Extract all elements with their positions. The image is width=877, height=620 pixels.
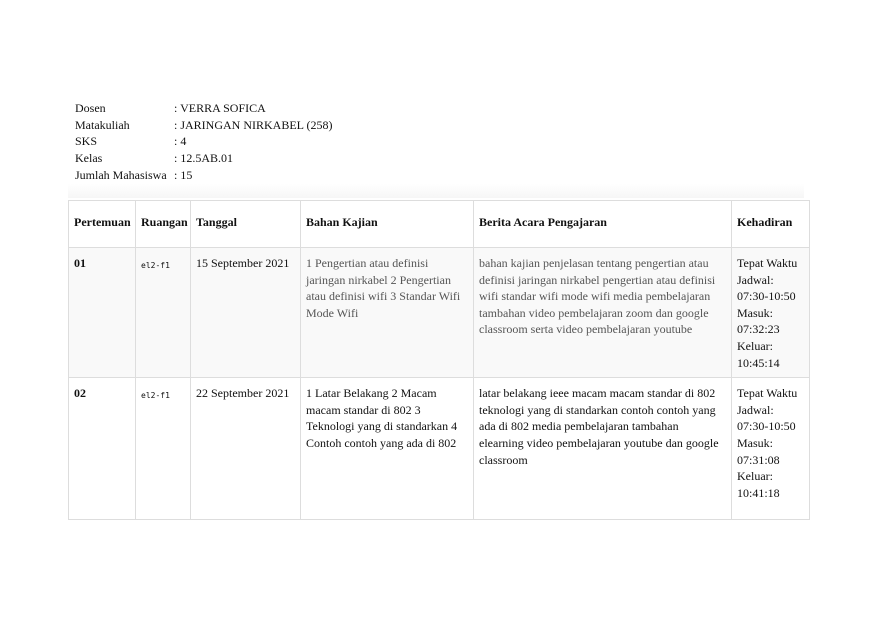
info-value: : 4 bbox=[174, 134, 187, 149]
info-value: : 12.5AB.01 bbox=[174, 151, 234, 166]
info-matakuliah bbox=[75, 117, 333, 134]
info-sks bbox=[75, 133, 333, 150]
info-value: : JARINGAN NIRKABEL (258) bbox=[174, 117, 333, 132]
header-meeting: Pertemuan bbox=[69, 201, 136, 248]
info-label: Matakuliah bbox=[75, 117, 130, 132]
cell-attendance: Tepat Waktu Jadwal: 07:30-10:50 Masuk: 07:31:08 Keluar: 10:41:18 bbox=[732, 378, 810, 520]
cell-material: 1 Pengertian atau definisi jaringan nirkabel 2 Pengertian atau definisi wifi 3 Standar Wifi Mode Wifi bbox=[301, 248, 474, 378]
info-label: Kelas bbox=[75, 151, 103, 166]
cell-room: el2-f1 bbox=[136, 378, 191, 520]
table-row bbox=[69, 378, 810, 520]
cell-meeting: 01 bbox=[69, 248, 136, 378]
cell-meeting: 02 bbox=[69, 378, 136, 520]
header-report: Berita Acara Pengajaran bbox=[474, 201, 732, 248]
table-header-row bbox=[69, 201, 810, 248]
cell-report: latar belakang ieee macam macam standar di 802 teknologi yang di standarkan contoh contoh yang ada di 802 media pembelajaran tambahan elearning video pembelajaran youtube dan google classroom bbox=[474, 378, 732, 520]
info-label: Jumlah Mahasiswa bbox=[75, 167, 167, 182]
cell-date: 15 September 2021 bbox=[191, 248, 301, 378]
cell-report: bahan kajian penjelasan tentang pengertian atau definisi jaringan nirkabel pengertian atau definisi wifi standar wifi mode wifi media pembelajaran tambahan video pembelajaran zoom dan google classroom serta video pembelajaran youtube bbox=[474, 248, 732, 378]
info-value: : VERRA SOFICA bbox=[174, 101, 266, 115]
info-label: SKS bbox=[75, 134, 98, 149]
cell-room: el2-f1 bbox=[136, 248, 191, 378]
attendance-table bbox=[68, 200, 810, 520]
table-row bbox=[69, 248, 810, 378]
info-kelas bbox=[75, 150, 333, 167]
header-room: Ruangan bbox=[136, 201, 191, 248]
header-date: Tanggal bbox=[191, 201, 301, 248]
cell-attendance: Tepat Waktu Jadwal: 07:30-10:50 Masuk: 07:32:23 Keluar: 10:45:14 bbox=[732, 248, 810, 378]
section-divider bbox=[68, 184, 804, 198]
info-jumlah-mahasiswa bbox=[75, 167, 333, 184]
cell-date: 22 September 2021 bbox=[191, 378, 301, 520]
info-value: : 15 bbox=[174, 167, 193, 182]
info-dosen bbox=[75, 100, 333, 117]
cell-material: 1 Latar Belakang 2 Macam macam standar di 802 3 Teknologi yang di standarkan 4 Contoh contoh yang ada di 802 bbox=[301, 378, 474, 520]
course-info bbox=[75, 100, 333, 183]
header-material: Bahan Kajian bbox=[301, 201, 474, 248]
info-label: Dosen bbox=[75, 101, 106, 115]
header-attendance: Kehadiran bbox=[732, 201, 810, 248]
